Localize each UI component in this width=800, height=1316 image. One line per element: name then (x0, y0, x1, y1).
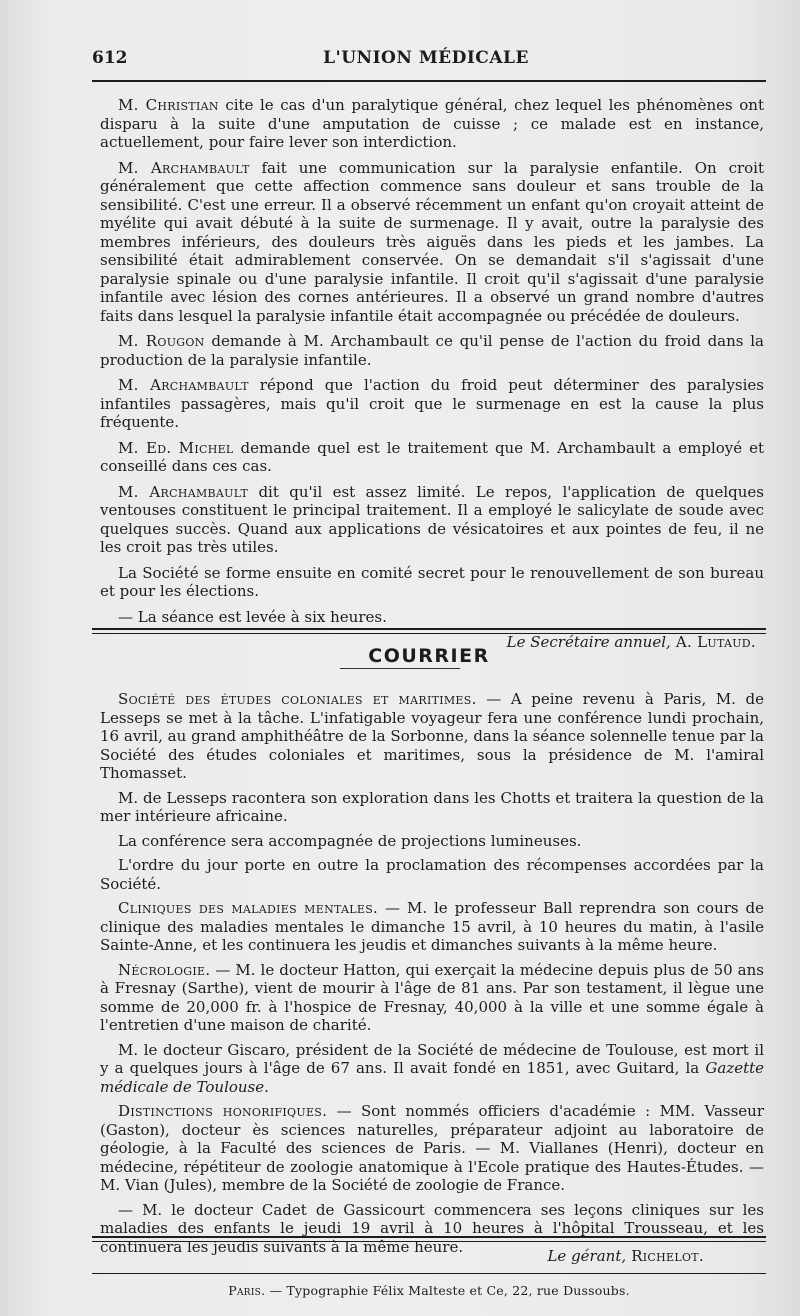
journal-name: Gazette médicale de Toulouse. (100, 1059, 764, 1096)
paragraph-text: cite le cas d'un paralytique général, chez lequel les phénomènes ont disparu à la suite d'une amputation de cuisse ; ce malade est en instance, actuellement, pour faire lever son interdiction. (100, 96, 764, 151)
gerant-signature (547, 1247, 704, 1265)
running-title: L'UNION MÉDICALE (323, 48, 529, 68)
speaker: M. Archambault (118, 376, 249, 394)
paragraph-text: La conférence sera accompagnée de projections lumineuses. (118, 831, 582, 850)
rubric-lead: Nécrologie. (118, 960, 211, 979)
imprint-rule (92, 1273, 766, 1274)
paragraph-text: M. le docteur Giscaro, président de la Société de médecine de Toulouse, est mort il y a quelques jours à l'âge de 67 ans. Il avait fondé en 1851, avec Guitard, la (100, 1040, 764, 1077)
minutes-paragraph-5 (100, 439, 764, 476)
minutes-paragraph-2 (100, 159, 764, 326)
paragraph-text: — A peine revenu à Paris, M. de Lesseps se met à la tâche. L'infatigable voyageur fera une conférence lundi prochain, 16 avril, au grand amphithéâtre de la Sorbonne, dans la séance solennelle tenue par la Société des études coloniales et maritimes, sous la présidence de M. l'amiral Thomasset. (100, 690, 764, 782)
courrier-paragraph-8 (100, 1102, 764, 1195)
courrier-paragraph-2 (100, 789, 764, 826)
minutes-paragraph-3 (100, 332, 764, 369)
courrier-paragraph-3 (100, 832, 764, 851)
title-underline (340, 668, 460, 669)
courrier-section (100, 690, 764, 1262)
courrier-paragraph-1 (100, 690, 764, 783)
rubric-lead: Distinctions honorifiques. (118, 1102, 328, 1120)
speaker: M. Archambault (118, 482, 249, 501)
paragraph-text: L'ordre du jour porte en outre la proclamation des récompenses accordées par la Société. (100, 856, 764, 893)
imprint-city: Paris. (228, 1283, 266, 1298)
speaker: M. Ed. Michel (118, 438, 234, 457)
section-divider (92, 628, 766, 634)
page-number: 612 (92, 48, 128, 68)
speaker: M. Christian (118, 96, 219, 114)
paragraph-text: — M. le docteur Hatton, qui exerçait la médecine depuis plus de 50 ans à Fresnay (Sarthe), vient de mourir à l'âge de 81 ans. Par son testament, il lègue une somme de 20,000 fr. à l'hospice de Fresnay, 40,000 à la ville et une somme égale à l'entretien d'une maison de charité. (100, 960, 764, 1034)
paragraph-text: — M. le professeur Ball reprendra son cours de clinique des maladies mentales le dimanche 15 avril, à 10 heures du matin, à l'asile Sainte-Anne, et les continuera les jeudis et dimanches suivants à la même heure. (100, 899, 764, 954)
courrier-title: COURRIER (368, 645, 490, 667)
paragraph-text: demande quel est le traitement que M. Archambault a employé et conseillé dans ces cas. (100, 438, 765, 475)
secretary-name: A. Lutaud. (670, 633, 756, 651)
printer-imprint (92, 1283, 766, 1298)
minutes-paragraph-1 (100, 96, 764, 152)
paragraph-text: fait une communication sur la paralysie enfantile. On croit généralement que cette affection commence sans douleur et sans trouble de la sensibilité. C'est une erreur. Il a observé récemment un enfant qu'on croyait atteint de myélite qui avait débuté à la suite de surmenage. Il y avait, outre la paralysie des membres inférieurs, des douleurs très aiguës dans les pieds et les jambes. La sensibilité était admirablement conservée. On se demandait s'il s'agissait d'une paralysie spinale ou d'une paralysie infantile. Il croit qu'il s'agissait d'une paralysie infantile avec lésion des cornes antérieures. Il a observé un grand nombre d'autres faits dans lesquel la paralysie infantile était accompagnée ou précédée de douleurs. (100, 158, 764, 325)
paragraph-text: demande à M. Archambault ce qu'il pense de l'action du froid dans la production de la paralysie infantile. (100, 332, 764, 369)
minutes-paragraph-6 (100, 483, 764, 557)
rubric-lead: Cliniques des maladies mentales. (118, 899, 379, 917)
minutes-paragraph-4 (100, 376, 764, 432)
paragraph-text: — M. le docteur Cadet de Gassicourt commencera ses leçons cliniques sur les maladies des enfants le jeudi 19 avril à 10 heures à l'hôpital Trousseau, et les continuera les jeudis suivants à la même heure. (100, 1200, 764, 1256)
rubric-lead: Société des études coloniales et maritimes. (118, 690, 477, 708)
footer-divider (92, 1236, 766, 1242)
page-header (92, 48, 760, 72)
courrier-paragraph-4 (100, 856, 764, 893)
courrier-paragraph-7 (100, 1041, 764, 1097)
paragraph-text: dit qu'il est assez limité. Le repos, l'application de quelques ventouses constituent le principal traitement. Il a employé le salicylate de soude avec quelques succès. Quand aux applications de vésicatoires et aux pointes de feu, il ne les croit pas très utiles. (100, 482, 765, 556)
courrier-paragraph-5 (100, 899, 764, 955)
paragraph-text: M. de Lesseps racontera son exploration dans les Chotts et traitera la question de la mer intérieure africaine. (100, 788, 764, 825)
paragraph-text: répond que l'action du froid peut déterminer des paralysies infantiles passagères, mais qu'il croit que le surmenage en est la cause la plus fréquente. (100, 376, 765, 431)
minutes-paragraph-8 (100, 608, 764, 627)
header-rule (92, 80, 766, 82)
secretary-role: Le Secrétaire annuel, (506, 633, 671, 651)
paragraph-text: — Sont nommés officiers d'académie : MM. Vasseur (Gaston), docteur ès sciences naturelles, préparateur adjoint au laboratoire de géologie, à la Faculté des sciences de Paris. — M. Viallanes (Henri), docteur en médecine, répétiteur de zoologie anatomique à l'Ecole pratique des Hautes-Études. — M. Vian (Jules), membre de la Société de zoologie de France. (100, 1102, 764, 1194)
imprint-text: — Typographie Félix Malteste et Ce, 22, rue Dussoubs. (265, 1283, 630, 1298)
gerant-name: Richelot. (626, 1247, 704, 1265)
speaker: M. Archambault (118, 158, 250, 177)
paragraph-text: — La séance est levée à six heures. (118, 607, 387, 626)
speaker: M. Rougon (118, 332, 205, 350)
minutes-paragraph-7 (100, 564, 764, 601)
courrier-paragraph-6 (100, 961, 764, 1035)
minutes-section (100, 96, 764, 659)
paragraph-text: La Société se forme ensuite en comité secret pour le renouvellement de son bureau et pour les élections. (100, 563, 764, 600)
gerant-role: Le gérant, (547, 1247, 627, 1265)
